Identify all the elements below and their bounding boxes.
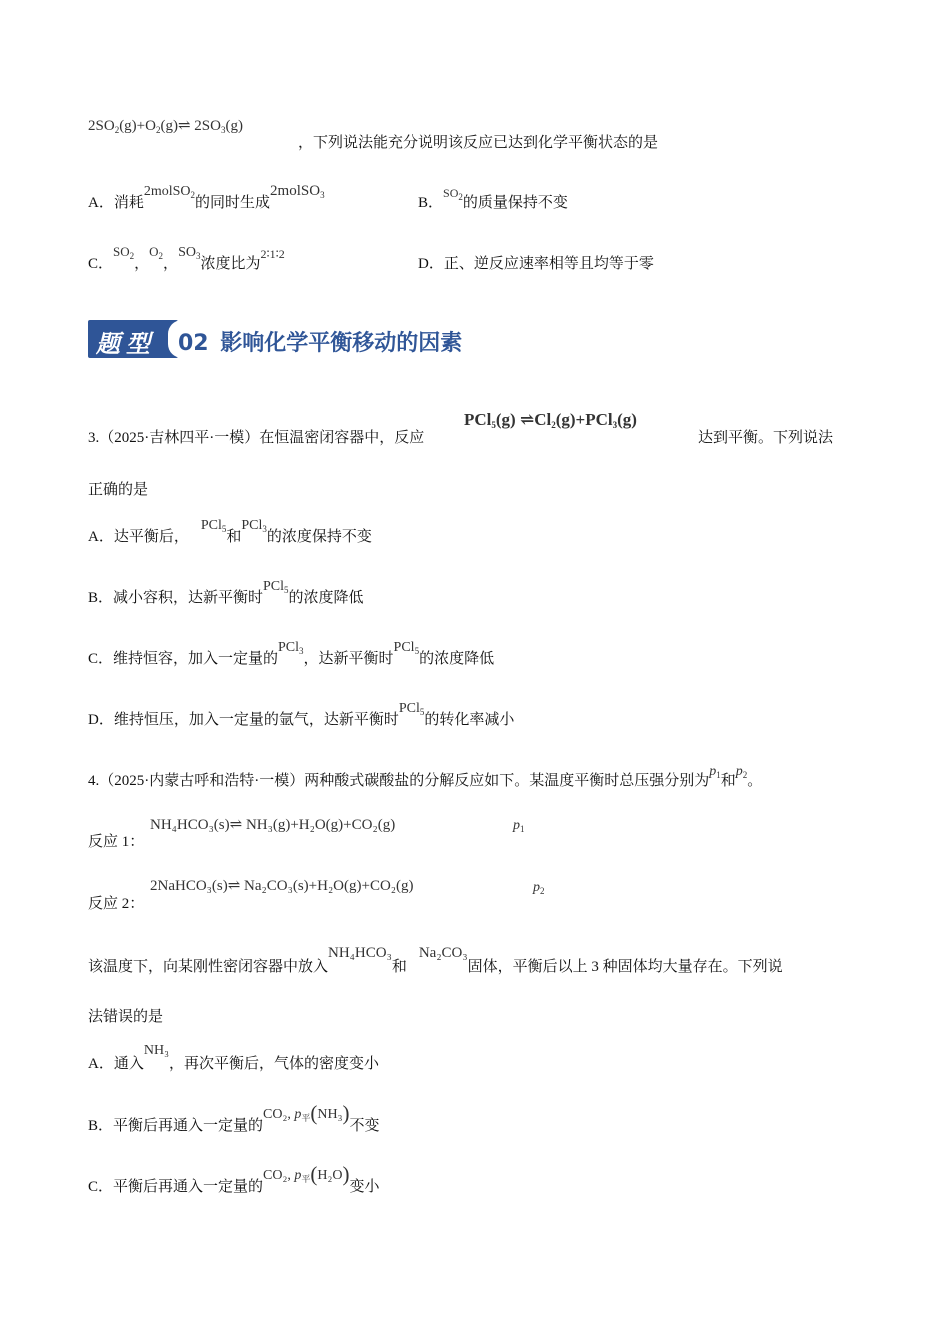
q4-option-c: C．平衡后再通入一定量的CO₂, $p_平(H_2O)$变小 [88, 1162, 380, 1195]
section-badge-label: 题型 [96, 329, 156, 358]
q3-stem-line1: 3.（2025·吉林四平·一模）在恒温密闭容器中，反应 [88, 430, 425, 446]
q4-stem-line2: 该温度下，向某刚性密闭容器中放入NH₄HCO₃和Na₂CO₃固体，平衡后以上 3 种固体均大量存在。下列说 [88, 945, 783, 975]
q3-stem-line2: 正确的是 [88, 482, 149, 498]
q3-option-d: D．维持恒压，加入一定量的氩气，达新平衡时PCl$_5$的转化率减小 [88, 701, 515, 728]
q3-option-b: B．减小容积，达新平衡时PCl$_5$的浓度降低 [88, 579, 364, 606]
q4-option-b: B．平衡后再通入一定量的CO₂, $p_平(NH_3)$不变 [88, 1101, 380, 1134]
q3-stem-line1-end: 达到平衡。下列说法 [698, 430, 834, 446]
q4-reaction1-label: 反应 1： [88, 834, 145, 850]
q4-stem-line1: 4.（2025·内蒙古呼和浩特·一模）两种酸式碳酸盐的分解反应如下。某温度平衡时总压强分别为$p_1$和$p_2$。 [88, 764, 763, 789]
q2-equation: $2SO_2(g)+O_2(g)\rightleftharpoons$ $2SO_3(g)$ [88, 118, 243, 135]
q4-reaction1-pressure: $p_1$ [513, 818, 525, 834]
q2-stem: ，下列说法能充分说明该反应已达到化学平衡状态的是 [298, 135, 659, 151]
q2-option-d: D．正、逆反应速率相等且均等于零 [418, 256, 654, 272]
q4-reaction2-label: 反应 2： [88, 896, 145, 912]
q4-option-a: A．通入NH₃，再次平衡后，气体的密度变小 [88, 1043, 379, 1072]
q4-reaction1-equation: NH₄HCO₃(s)⇌ NH₃(g)+H₂O(g)+CO₂(g) [150, 817, 396, 833]
section-title: 02 影响化学平衡移动的因素 [178, 331, 463, 356]
q3-option-c: C．维持恒容，加入一定量的PCl$_3$，达新平衡时PCl$_5$的浓度降低 [88, 640, 495, 667]
q2-option-a: A．消耗2molSO$_2$的同时生成2molSO$_3$ [88, 183, 325, 211]
q3-equation: PCl$_5$(g) $\rightleftharpoons Cl_2(g)+PCl_3(g)$ [464, 410, 637, 430]
q4-stem-line3: 法错误的是 [88, 1009, 164, 1025]
q4-reaction2-pressure: $p_2$ [533, 880, 545, 896]
q2-option-c: C．$SO_2$，$O_2$，$SO_3$浓度比为$^{2∶1∶2}$ [88, 244, 285, 272]
q4-reaction2-equation: 2NaHCO₃(s)⇌ Na₂CO₃(s)+H₂O(g)+CO₂(g) [150, 878, 414, 894]
q2-option-b: B．$^{SO_2}$的质量保持不变 [418, 186, 568, 211]
q3-option-a: A．达平衡后，PCl$_5$和PCl$_3$的浓度保持不变 [88, 518, 372, 545]
